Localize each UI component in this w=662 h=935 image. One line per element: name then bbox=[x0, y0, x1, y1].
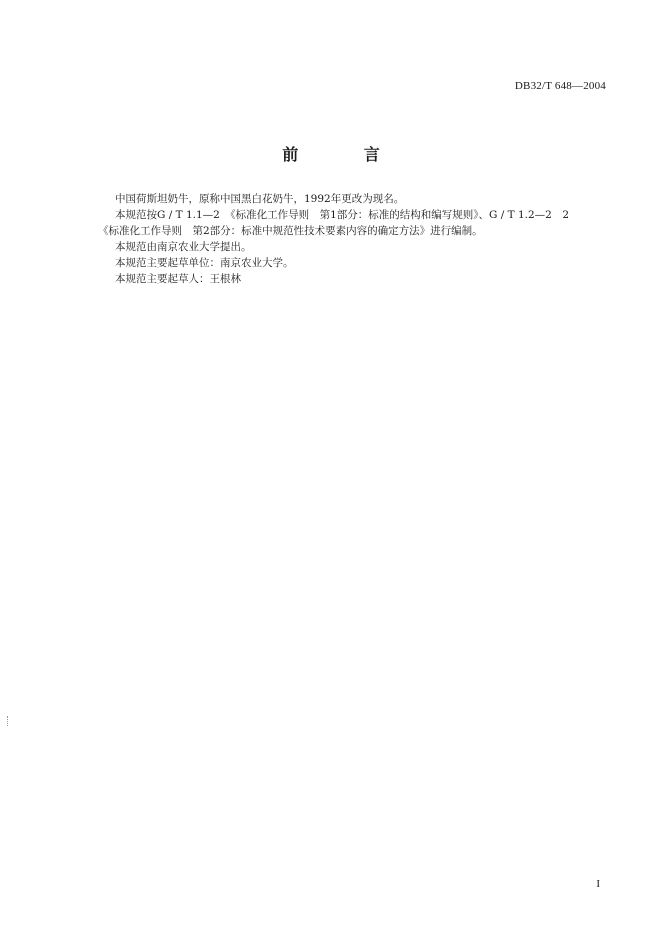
scan-artifact bbox=[7, 716, 10, 726]
foreword-body bbox=[98, 191, 610, 287]
paragraph: 本规范主要起草单位：南京农业大学。 bbox=[115, 257, 294, 269]
paragraph: 本规范由南京农业大学提出。 bbox=[115, 241, 252, 253]
paragraph: 本规范主要起草人：王根林 bbox=[115, 273, 241, 285]
paragraph: 中国荷斯坦奶牛，原称中国黑白花奶牛，1992年更改为现名。 bbox=[115, 193, 405, 205]
document-code: DB32/T 648—2004 bbox=[514, 80, 606, 92]
paragraph: 本规范按G / T 1.1—2 《标准化工作导则 第1部分：标准的结构和编写规则》、G / T 1.2—2 2 bbox=[115, 209, 570, 221]
section-heading: 前 言 bbox=[282, 145, 410, 164]
paragraph-continuation: 《标准化工作导则 第2部分：标准中规范性技术要素内容的确定方法》进行编制。 bbox=[98, 225, 483, 237]
page-number: I bbox=[596, 878, 600, 890]
